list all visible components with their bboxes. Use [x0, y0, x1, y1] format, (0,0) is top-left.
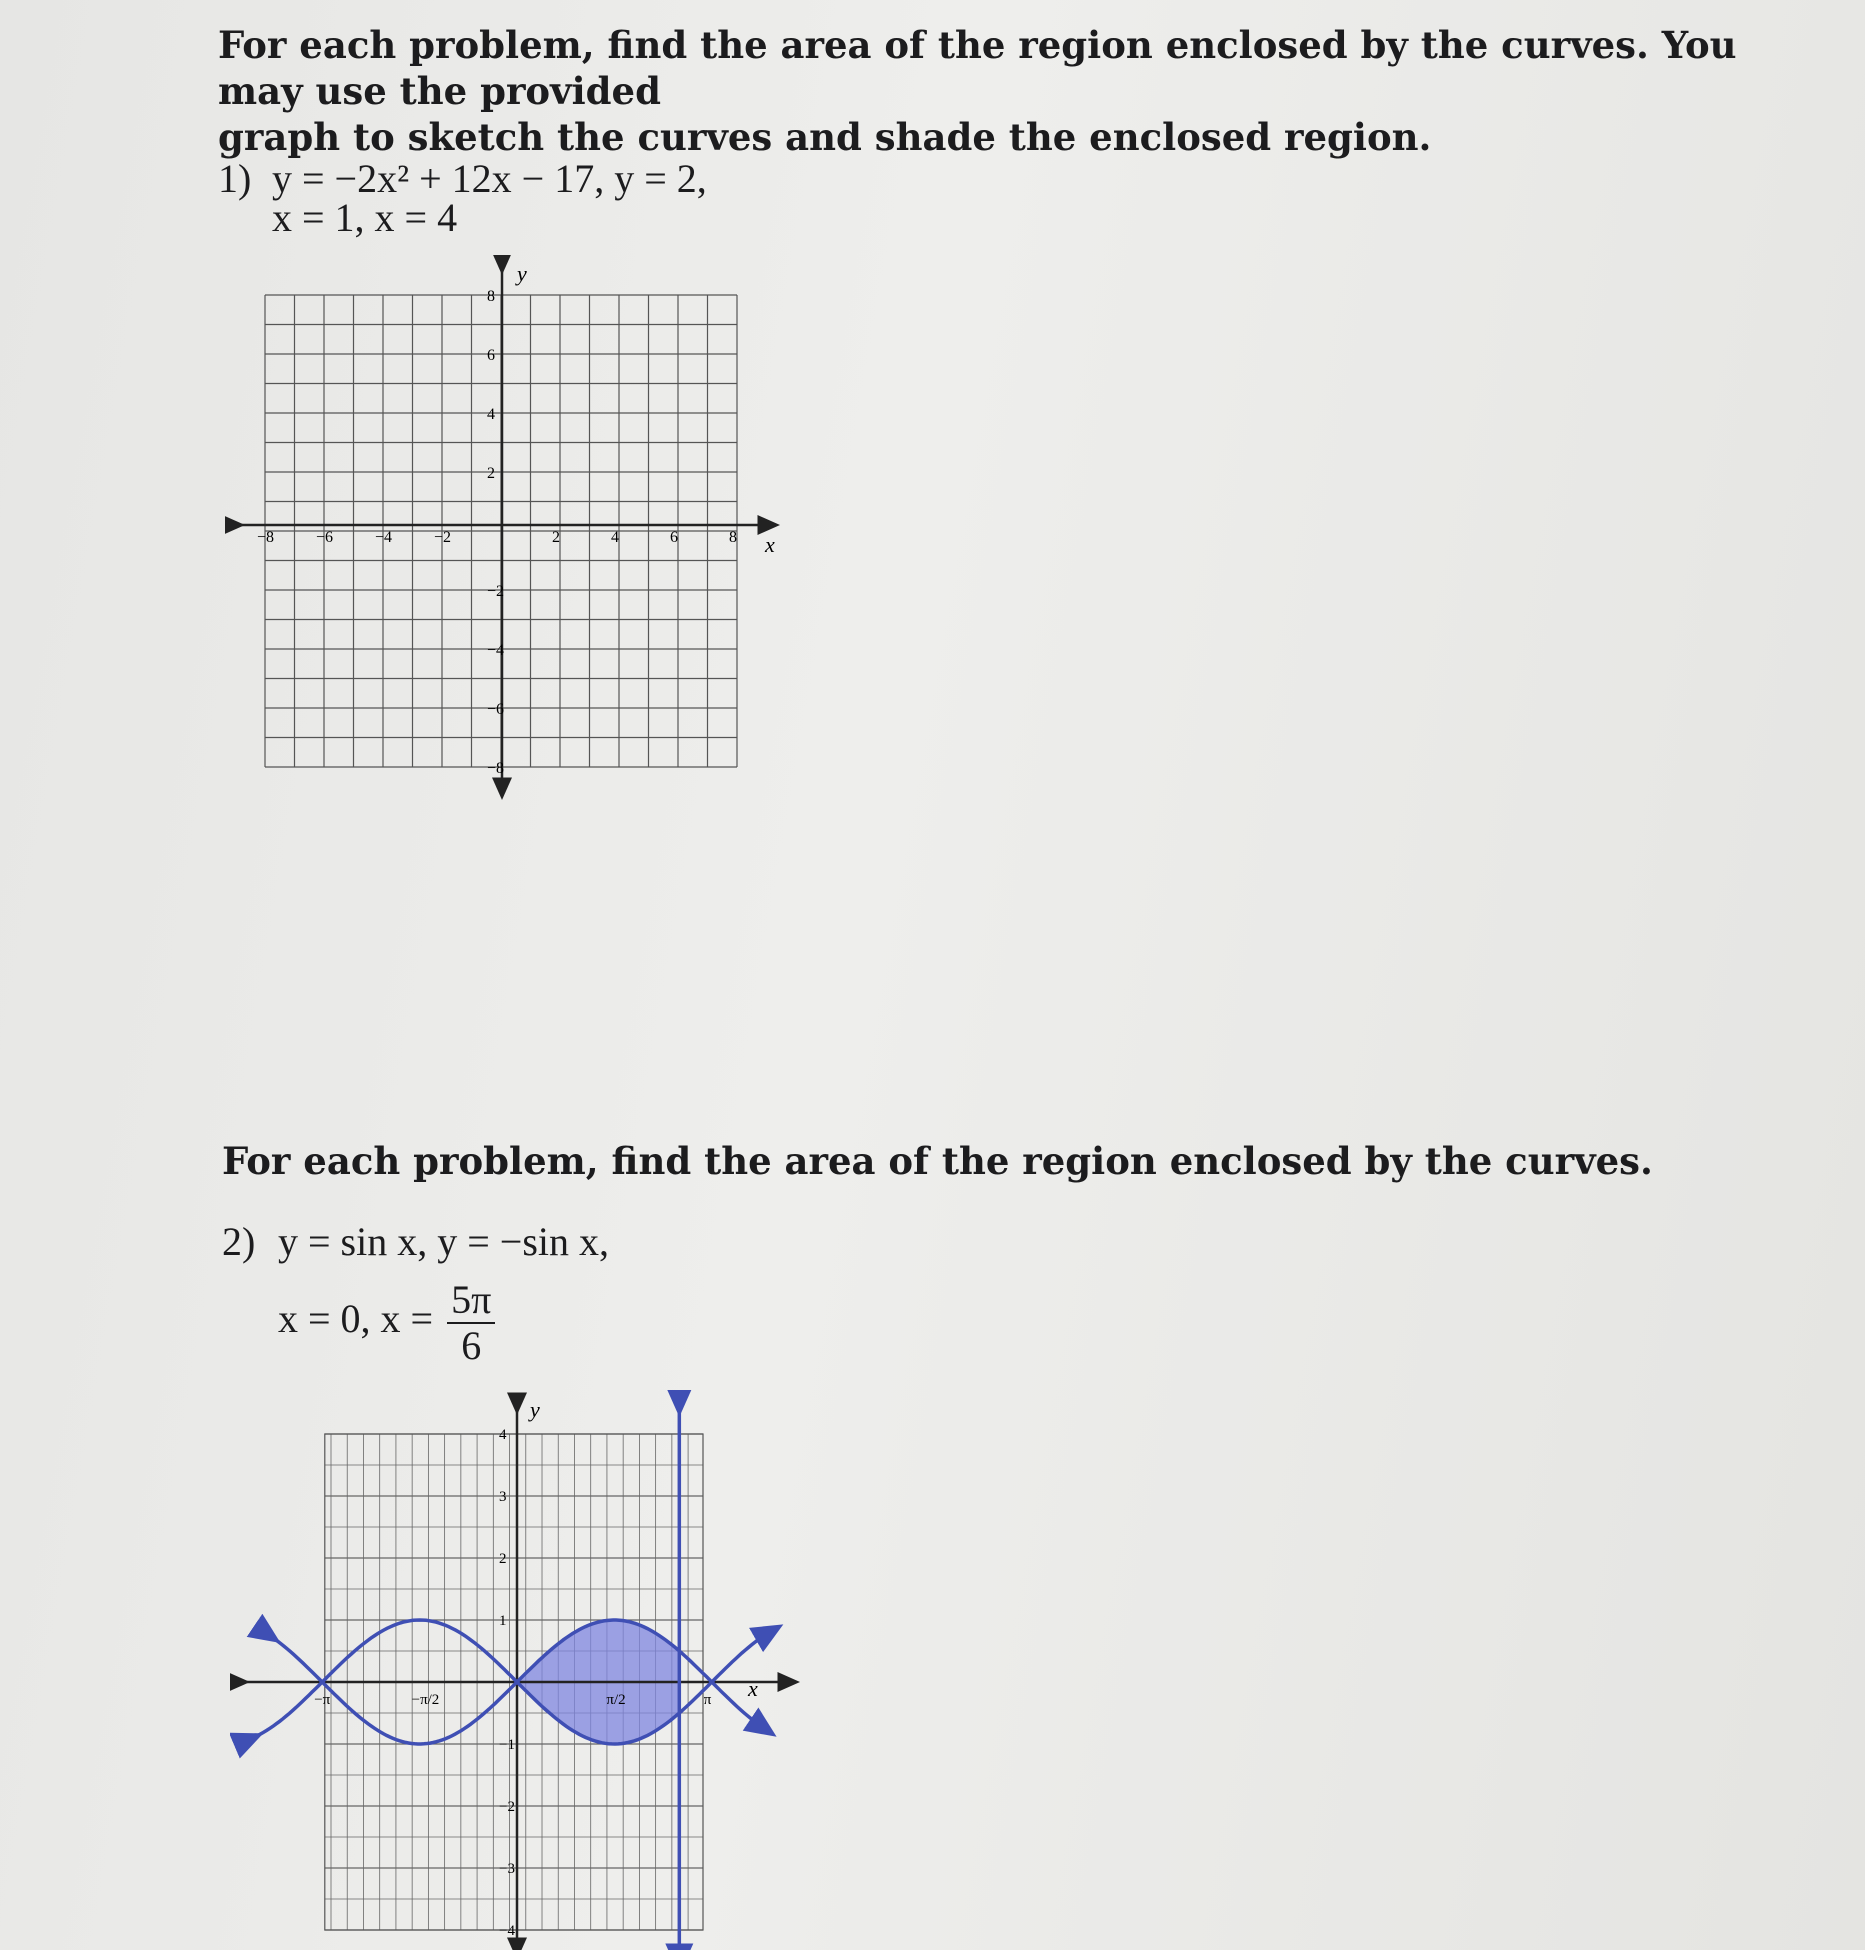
problem-2-bounds: x = 0, x =	[278, 1296, 434, 1342]
problem-1-equation-line-2: x = 1, x = 4	[272, 195, 458, 240]
problem-1-equation-line-1: y = −2x² + 12x − 17, y = 2,	[272, 156, 707, 201]
x-tick-label: 8	[729, 529, 737, 546]
graph-2-y-label: y	[530, 1397, 540, 1422]
y-tick-label: 3	[499, 1489, 507, 1505]
problem-2-number: 2)	[222, 1219, 256, 1264]
y-tick-label: −8	[487, 760, 505, 777]
x-tick-label: −2	[434, 529, 452, 546]
graph-1-y-label: y	[517, 261, 527, 286]
problem-2-equation-line-2	[278, 1278, 495, 1368]
y-tick-label: 4	[499, 1427, 507, 1443]
five-pi-over-six-fraction	[447, 1278, 495, 1368]
x-tick-label: −6	[316, 529, 334, 546]
x-tick-label: π/2	[606, 1692, 626, 1708]
y-tick-label: −3	[499, 1861, 515, 1877]
y-tick-label: −2	[499, 1799, 515, 1815]
x-tick-label: −4	[375, 529, 393, 546]
y-tick-label: −4	[487, 642, 505, 659]
y-tick-label: 8	[487, 288, 495, 305]
x-tick-label: 6	[670, 529, 678, 546]
x-tick-label: −π	[314, 1692, 331, 1708]
instructions-line-2: graph to sketch the curves and shade the enclosed region.	[218, 115, 1432, 159]
y-tick-label: −1	[499, 1737, 515, 1753]
instructions-heading	[218, 22, 1818, 160]
section-2-heading: For each problem, find the area of the region enclosed by the curves.	[222, 1139, 1653, 1183]
x-tick-label: 2	[552, 529, 560, 546]
problem-2-graph[interactable]	[230, 1390, 810, 1950]
y-tick-label: −2	[487, 583, 505, 600]
y-tick-label: 2	[487, 465, 495, 482]
fraction-denominator: 6	[461, 1323, 482, 1368]
x-tick-label: −π/2	[411, 1692, 440, 1708]
y-tick-label: 6	[487, 347, 495, 364]
y-tick-label: 4	[487, 406, 495, 423]
problem-1-number: 1)	[218, 156, 252, 201]
problem-2-equation-line-1: y = sin x, y = −sin x,	[278, 1219, 610, 1264]
y-tick-label: 2	[499, 1551, 507, 1567]
y-tick-label: −4	[499, 1923, 515, 1939]
x-tick-label: π	[703, 1692, 712, 1708]
fraction-numerator: 5π	[447, 1278, 495, 1324]
x-tick-label: 4	[611, 529, 619, 546]
problem-1-graph[interactable]	[225, 255, 785, 805]
instructions-line-1: For each problem, find the area of the region enclosed by the curves. You may use the provided	[218, 23, 1737, 113]
graph-2-x-label: x	[748, 1676, 758, 1701]
x-tick-label: −8	[257, 529, 275, 546]
y-tick-label: 1	[499, 1613, 507, 1629]
y-tick-label: −6	[487, 701, 505, 718]
graph-1-x-label: x	[765, 532, 775, 557]
